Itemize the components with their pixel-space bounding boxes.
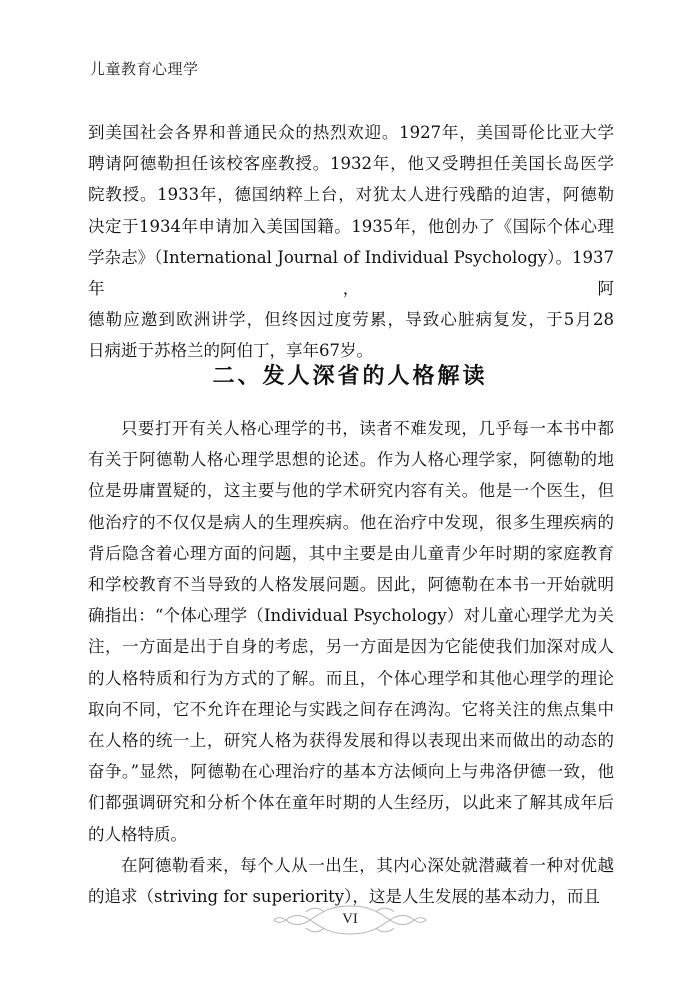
text-line: 日病逝于苏格兰的阿伯丁，享年67岁。 (88, 341, 373, 361)
paragraph-intro (88, 117, 614, 367)
text-line: 到美国社会各界和普通民众的热烈欢迎。1927年，美国哥伦比亚大学 (88, 123, 614, 142)
paragraph-superiority: 在阿德勒看来，每个人从一出生，其内心深处就潜藏着一种对优越的追求（striving for superiority），这是人生发展的基本动力，而且 (88, 855, 614, 907)
body-paragraphs (88, 413, 614, 912)
page-number: VI (342, 911, 358, 927)
text-line: 学杂志》（International Journal of Individual Psychology）。1937年，阿 (88, 247, 614, 299)
text-line: 决定于1934年申请加入美国国籍。1935年，他创办了《国际个体心理 (88, 216, 614, 236)
page-number-ornament (270, 902, 430, 938)
section-heading: 二、发人深省的人格解读 (212, 363, 488, 389)
text-line: 聘请阿德勒担任该校客座教授。1932年，他又受聘担任美国长岛医学 (88, 154, 614, 174)
paragraph-personality: 只要打开有关人格心理学的书，读者不难发现，几乎每一本书中都有关于阿德勒人格心理学思想的论述。作为人格心理学家，阿德勒的地位是毋庸置疑的，这主要与他的学术研究内容有关。他是一个医生，但他治疗的不仅仅是病人的生理疾病。他在治疗中发现，很多生理疾病的背后隐含着心理方面的问题，其中主要是由儿童青少年时期的家庭教育和学校教育不当导致的人格发展问题。因此，阿德勒在本书一开始就明确指出：“个体心理学（Individual Psychology）对儿童心理学尤为关注，一方面是出于自身的考虑，另一方面是因为它能使我们加深对成人的人格特质和行为方式的了解。而且，个体心理学和其他心理学的理论取向不同，它不允许在理论与实践之间存在鸿沟。它将关注的焦点集中在人格的统一上，研究人格为获得发展和得以表现出来而做出的动态的奋争。”显然，阿德勒在心理治疗的基本方法倾向上与弗洛伊德一致，他们都强调研究和分析个体在童年时期的人生经历，以此来了解其成年后的人格特质。 (88, 419, 614, 844)
text-line: 德勒应邀到欧洲讲学，但终因过度劳累，导致心脏病复发，于5月28 (88, 310, 614, 330)
text-line: 院教授。1933年，德国纳粹上台，对犹太人进行残酷的迫害，阿德勒 (88, 185, 614, 205)
running-header: 儿童教育心理学 (90, 60, 199, 78)
